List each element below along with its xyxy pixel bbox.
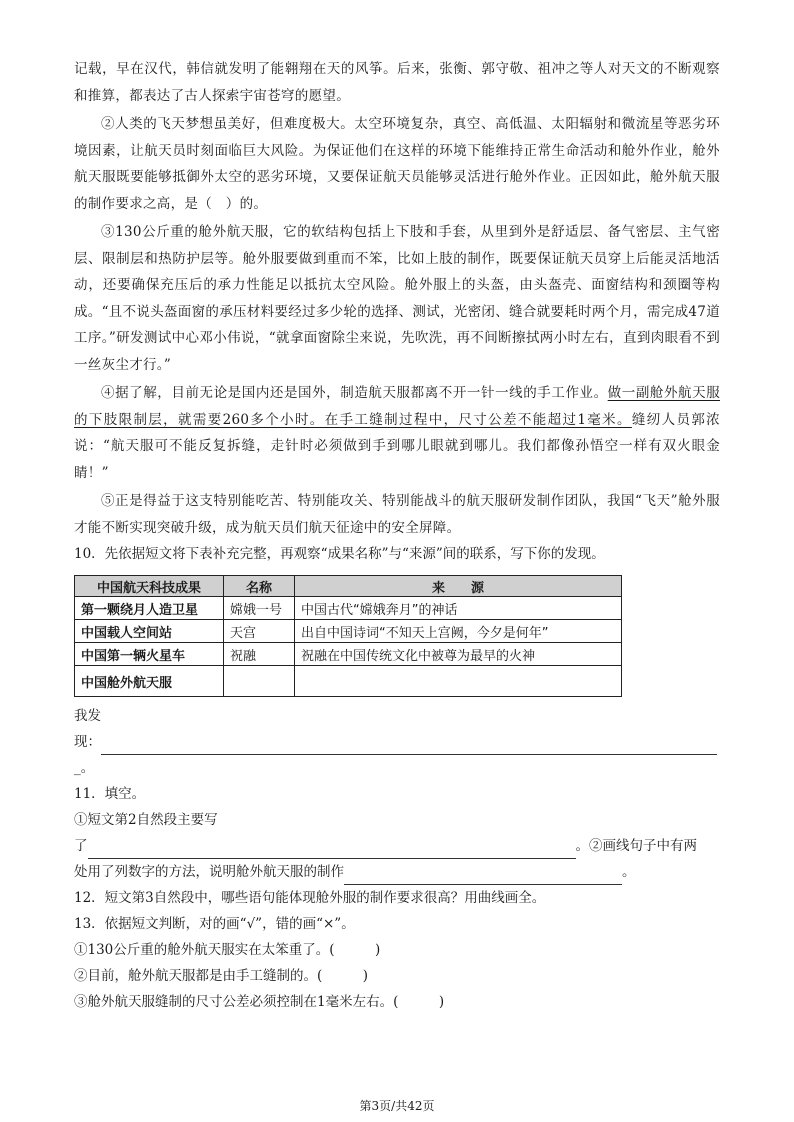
table-row	[75, 597, 622, 620]
q11-text: 了	[74, 838, 88, 854]
table-header: 来 源	[295, 576, 622, 597]
table-header: 中国航天科技成果	[75, 576, 224, 597]
question-12: 12．短文第3自然段中，哪些语句能体现舱外服的制作要求很高？用曲线画全。	[74, 890, 546, 906]
page-footer: 第3页/共42页	[359, 1099, 435, 1113]
question-13: 13．依据短文判断，对的画“√”，错的画“×”。	[74, 916, 355, 932]
table-cell: 中国舱外航天服	[75, 666, 224, 697]
paragraph-5: ⑤正是得益于这支特别能吃苦、特别能攻关、特别能战斗的航天服研发制作团队，我国“飞天”舱外服才能不断实现突破升级，成为航天员们航天征途中的安全屏障。	[74, 493, 720, 536]
table-cell: 出自中国诗词“不知天上宫阙，今夕是何年”	[295, 620, 622, 643]
paragraph-1-continued: 记载，早在汉代，韩信就发明了能翱翔在天的风筝。后来，张衡、郭守敬、祖冲之等人对天文的不断观察和推算，都表达了古人探索宇宙苍穹的愿望。	[74, 61, 720, 104]
table-cell: 天宫	[224, 620, 295, 643]
table-row	[75, 666, 622, 697]
table-row	[75, 620, 622, 643]
answer-cell-name[interactable]	[224, 666, 295, 697]
question-11-line-3	[74, 859, 720, 885]
q11-text: 。②画线句子中有两	[575, 838, 697, 854]
table-cell: 祝融在中国传统文化中被尊为最早的火神	[295, 643, 622, 666]
paragraph-3: ③130公斤重的舱外航天服，它的软结构包括上下肢和手套，从里到外是舒适层、备气密层、主气密层、限制层和热防护层等。舱外服要做到重而不笨，比如上肢的制作，既要保证航天员穿上后能灵活地活动，还要确保充压后的承力性能足以抵抗太空风险。舱外服上的头盔，由头盔壳、面窗结构和颈圈等构成。“且不说头盔面窗的承压材料要经过多少轮的选择、测试，光密闭、缝合就要耗时两个月，需完成47道工序。”研发测试中心邓小伟说，“就拿面窗除尘来说，先吹洗，再不间断擦拭两小时左右，直到肉眼看不到一丝灰尘才行。”	[74, 224, 720, 373]
q11-text: 。	[622, 864, 636, 880]
answer-label: 现：	[74, 734, 101, 750]
q11-text: 处用了列数字的方法，说明舱外航天服的制作	[74, 864, 344, 880]
paragraph-4-quote: 缝纫人员郭浓说：“航天服可不能反复拆缝，走针时必须做到手到哪儿眼就到哪儿。我们都像孙悟空一样有双火眼金睛！”	[74, 411, 720, 481]
table-cell: 中国第一辆火星车	[75, 643, 224, 666]
table-cell: 祝融	[224, 643, 295, 666]
table-cell: 中国载人空间站	[75, 620, 224, 643]
table-cell: 中国古代“嫦娥奔月”的神话	[295, 597, 622, 620]
table-row	[75, 643, 622, 666]
achievement-table	[74, 575, 622, 697]
answer-end: _。	[74, 760, 95, 776]
answer-label-line-1: 我发	[74, 708, 101, 724]
paragraph-4	[74, 380, 720, 486]
question-11: 11．填空。	[74, 786, 146, 802]
table-cell: 嫦娥一号	[224, 597, 295, 620]
fill-blank-line-2[interactable]	[344, 868, 622, 885]
judgment-item[interactable]: ③舱外航天服缝制的尺寸公差必须控制在1毫米左右。( )	[74, 994, 445, 1010]
paragraph-2: ②人类的飞天梦想虽美好，但难度极大。太空环境复杂，真空、高低温、太阳辐射和微流星等恶劣环境因素，让航天员时刻面临巨大风险。为保证他们在这样的环境下能维持正常生命活动和舱外作业，舱外航天服既要能够抵御外太空的恶劣环境，又要保证航天员能够灵活进行舱外作业。正因如此，舱外航天服的制作要求之高，是（ ）的。	[74, 116, 720, 212]
judgment-item[interactable]: ②目前，舱外航天服都是由手工缝制的。( )	[74, 968, 369, 984]
underlined-sentence: 做一副舱外航天服的下肢限制层，就需要260多个小时。在手工缝制过程中，尺寸公差不能超过1毫米。	[74, 385, 720, 428]
paragraph-4-intro: ④据了解，目前无论是国内还是国外，制造航天服都离不开一针一线的手工作业。	[101, 385, 608, 401]
document-page	[74, 56, 720, 1015]
question-11-line-1: ①短文第2自然段主要写	[74, 812, 218, 828]
judgment-item[interactable]: ①130公斤重的舱外航天服实在太笨重了。( )	[74, 942, 381, 958]
fill-blank-line-1[interactable]	[88, 842, 576, 859]
table-cell: 第一颗绕月人造卫星	[75, 597, 224, 620]
answer-cell-source[interactable]	[295, 666, 622, 697]
question-11-line-2	[74, 833, 720, 859]
question-10: 10．先依据短文将下表补充完整，再观察“成果名称”与“来源”间的联系，写下你的发现。	[74, 546, 605, 562]
answer-label-line-2	[74, 729, 720, 755]
table-header: 名称	[224, 576, 295, 597]
answer-blank-line[interactable]	[101, 738, 717, 755]
table-header-row	[75, 576, 622, 597]
